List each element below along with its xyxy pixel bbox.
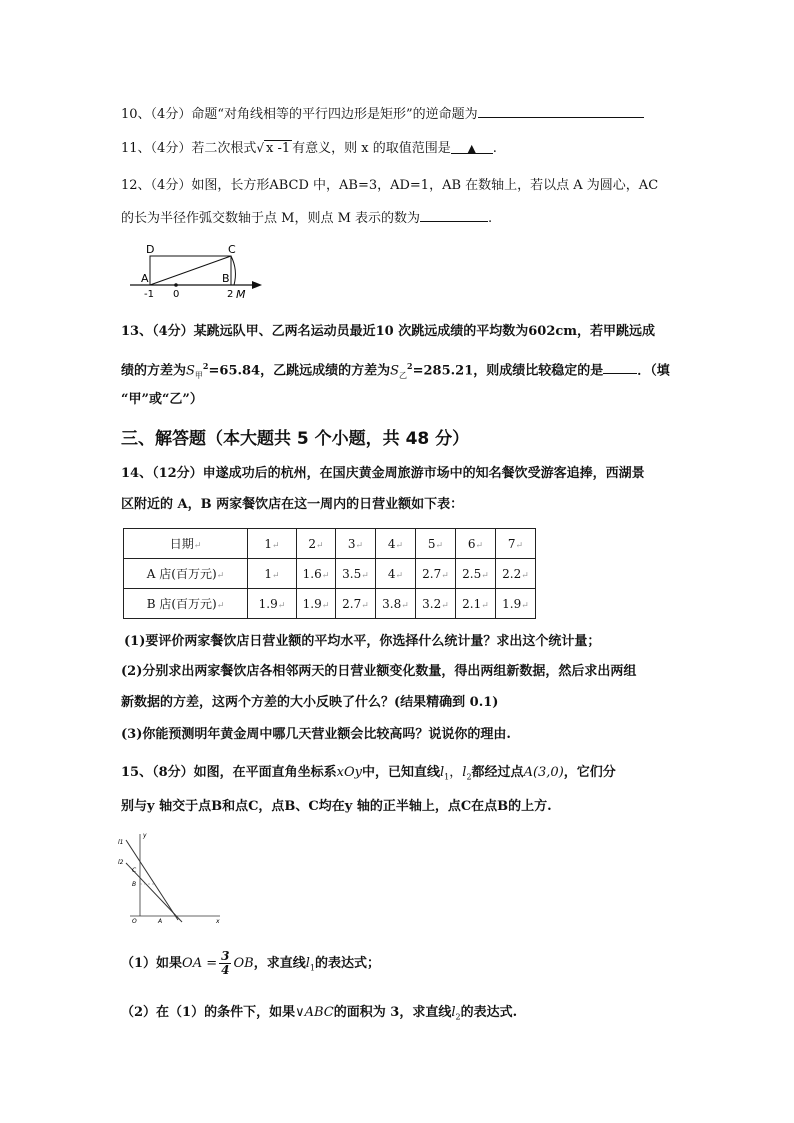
q10-text: 10、（4分）命题“对角线相等的平行四边形是矩形”的逆命题为 xyxy=(121,107,478,122)
q13-line1: 13、（4分）某跳远队甲、乙两名运动员最近10 次跳远成绩的平均数为602cm，若甲跳远成 xyxy=(121,324,656,339)
q14-line1: 14、（12分）申遂成功后的杭州，在国庆黄金周旅游市场中的知名餐饮受游客追捧，西湖景 xyxy=(121,466,645,481)
table-row xyxy=(124,589,536,619)
label-a: A xyxy=(158,918,163,925)
table-cell: 1.9↵ xyxy=(297,589,336,619)
q14-line2: 区附近的 A，B 两家餐饮店在这一周内的日营业额如下表： xyxy=(121,497,464,512)
table-cell: 3.5↵ xyxy=(336,559,376,589)
sqrt-radicand: x -1 xyxy=(265,141,291,156)
variance-s-yi: S xyxy=(390,363,400,379)
arc-m xyxy=(231,256,235,285)
q13-answer-blank[interactable] xyxy=(603,359,637,374)
table-cell: 2.7↵ xyxy=(416,559,456,589)
table-header-cell: 6↵ xyxy=(456,529,496,559)
q15-p2-a: （2）在（1）的条件下，如果 xyxy=(121,1005,296,1020)
q13-line2 xyxy=(121,356,670,386)
q15-p1-b: ，求直线 xyxy=(253,956,306,971)
line-l1 xyxy=(126,840,178,920)
q12-line1: 12、（4分）如图，长方形ABCD 中，AB=3，AD=1，AB 在数轴上，若以点 A 为圆心，AC xyxy=(121,178,659,193)
table-header-cell: 1↵ xyxy=(248,529,297,559)
q15-line2: 别与y 轴交于点B和点C，点B、C均在y 轴的正半轴上，点C在点B的上方. xyxy=(121,799,552,814)
table-cell: 3.8↵ xyxy=(376,589,416,619)
axis-arrow-icon xyxy=(252,281,262,289)
table-cell: 1.9↵ xyxy=(248,589,297,619)
q15-p2-triangle: ∨ABC xyxy=(295,1005,334,1020)
sqrt-expression xyxy=(256,138,292,159)
origin-dot xyxy=(174,283,178,287)
table-cell: 2.1↵ xyxy=(456,589,496,619)
table-cell: B 店(百万元)↵ xyxy=(124,589,248,619)
table-cell: 2.2↵ xyxy=(496,559,536,589)
label-o: O xyxy=(132,918,137,925)
triangle-marker-icon: ▲ xyxy=(467,142,476,155)
q11-line xyxy=(121,138,497,159)
table-cell: 2.5↵ xyxy=(456,559,496,589)
q15-l2: l xyxy=(462,765,467,780)
q11-answer-blank[interactable] xyxy=(451,139,493,154)
variance-sup-yi: 2 xyxy=(407,361,413,371)
q15-p2-b: 的面积为 3，求直线 xyxy=(333,1005,452,1020)
q11-end: . xyxy=(492,141,497,156)
table-header-cell: 2↵ xyxy=(297,529,336,559)
label-l2: l2 xyxy=(118,859,124,866)
label-l1: l1 xyxy=(118,839,124,846)
sqrt-symbol: √ xyxy=(256,141,264,155)
q10-line xyxy=(121,103,644,125)
table-header-cell: 4↵ xyxy=(376,529,416,559)
q15-p1-oa: OA = xyxy=(182,956,218,971)
table-cell: 1.9↵ xyxy=(496,589,536,619)
label-b: B xyxy=(222,272,230,285)
q15-part1 xyxy=(121,949,380,984)
q15-l2-sub: 2 xyxy=(466,772,472,782)
table-cell: 1↵ xyxy=(248,559,297,589)
variance-sup-jia: 2 xyxy=(202,361,209,371)
table-cell: A 店(百万元)↵ xyxy=(124,559,248,589)
table-cell: 2.7↵ xyxy=(336,589,376,619)
tick-label-neg1: -1 xyxy=(144,289,154,300)
q15-line1: 15、（8分）如图，在平面直角坐标系xOy中，已知直线$l_1$，$l_2$都经过点A(3,0)，它们分 xyxy=(121,765,616,782)
q15-p2-c: 的表达式. xyxy=(460,1005,518,1020)
label-c: C xyxy=(228,243,236,256)
q13-line2-d: ．（填 xyxy=(637,363,670,379)
q12-line2 xyxy=(121,207,492,229)
q11-pre: 11、（4分）若二次根式 xyxy=(121,141,257,156)
table-cell: 4↵ xyxy=(376,559,416,589)
q14-part3: (3)你能预测明年黄金周中哪几天营业额会比较高吗？说说你的理由. xyxy=(121,727,511,742)
q15-p1-a: （1）如果 xyxy=(121,956,183,971)
tick-label-0: 0 xyxy=(173,289,180,300)
q15-p2-l2-sub: 2 xyxy=(455,1012,461,1022)
label-d: D xyxy=(146,243,155,256)
variance-s-jia: S xyxy=(186,363,195,379)
q11-post: 有意义，则 x 的取值范围是 xyxy=(292,141,451,156)
q15-line1-a: 15、（8分）如图，在平面直角坐标系 xyxy=(121,765,337,780)
section-3-title: 三、解答题（本大题共 5 个小题，共 48 分） xyxy=(121,429,470,449)
q12-end: . xyxy=(488,211,493,226)
fraction-denominator: 4 xyxy=(221,963,230,977)
label-x: x xyxy=(216,918,220,925)
fraction-3-4 xyxy=(219,950,231,977)
q15-xoy: xOy xyxy=(336,765,362,780)
q15-p2-l2: l xyxy=(451,1005,456,1020)
table-header-cell: 日期↵ xyxy=(124,529,248,559)
q13-line2-c: =285.21，则成绩比较稳定的是 xyxy=(412,363,604,379)
q10-answer-blank[interactable] xyxy=(478,103,644,118)
q14-part1: (1)要评价两家餐饮店日营业额的平均水平，你选择什么统计量？求出这个统计量； xyxy=(124,634,601,649)
table-header-cell: 3↵ xyxy=(336,529,376,559)
q13-line2-b: =65.84，乙跳远成绩的方差为 xyxy=(208,363,391,379)
q14-part2-line1: (2)分别求出两家餐饮店各相邻两天的日营业额变化数量，得出两组新数据，然后求出两组 xyxy=(121,664,637,679)
q15-p1-l1: l xyxy=(305,956,310,971)
tick-label-2: 2 xyxy=(227,289,234,300)
q13-line2-a: 绩的方差为 xyxy=(121,363,187,379)
q12-number-line-figure xyxy=(126,240,266,300)
q15-p1-l1-sub: 1 xyxy=(309,963,315,973)
label-a: A xyxy=(141,272,149,285)
q12-line2-text: 的长为半径作弧交数轴于点 M，则点 M 表示的数为 xyxy=(121,211,421,226)
q15-point-a: A(3,0) xyxy=(523,765,564,780)
table-row xyxy=(124,559,536,589)
fraction-numerator: 3 xyxy=(221,949,230,963)
table-cell: 1.6↵ xyxy=(297,559,336,589)
label-b: B xyxy=(132,881,137,888)
table-header-row xyxy=(124,529,536,559)
table-cell: 3.2↵ xyxy=(416,589,456,619)
variance-sub-jia: 甲 xyxy=(194,370,203,380)
q15-part2 xyxy=(121,1003,517,1028)
table-header-cell: 5↵ xyxy=(416,529,456,559)
label-y: y xyxy=(143,832,147,839)
q15-coordinate-figure xyxy=(116,830,226,925)
q15-line1-c: 都经过点 xyxy=(471,765,524,780)
variance-sub-yi: 乙 xyxy=(399,370,408,380)
label-m: M xyxy=(236,288,246,300)
q15-p1-ob: OB xyxy=(233,956,254,971)
q15-l1-sub: 1 xyxy=(444,772,450,782)
q12-answer-blank[interactable] xyxy=(420,207,488,222)
q14-part2-line2: 新数据的方差，这两个方差的大小反映了什么？(结果精确到 0.1) xyxy=(121,695,499,710)
q15-l1: l xyxy=(440,765,445,780)
table-header-cell: 7↵ xyxy=(496,529,536,559)
q15-line1-b: 中，已知直线 xyxy=(361,765,440,780)
q13-line3: “甲”或“乙”） xyxy=(121,392,203,407)
q15-p1-c: 的表达式； xyxy=(314,956,380,971)
label-c: C xyxy=(132,867,137,874)
q15-line1-d: ，它们分 xyxy=(563,765,616,780)
diagonal-ac xyxy=(150,256,231,285)
revenue-table xyxy=(123,528,536,619)
